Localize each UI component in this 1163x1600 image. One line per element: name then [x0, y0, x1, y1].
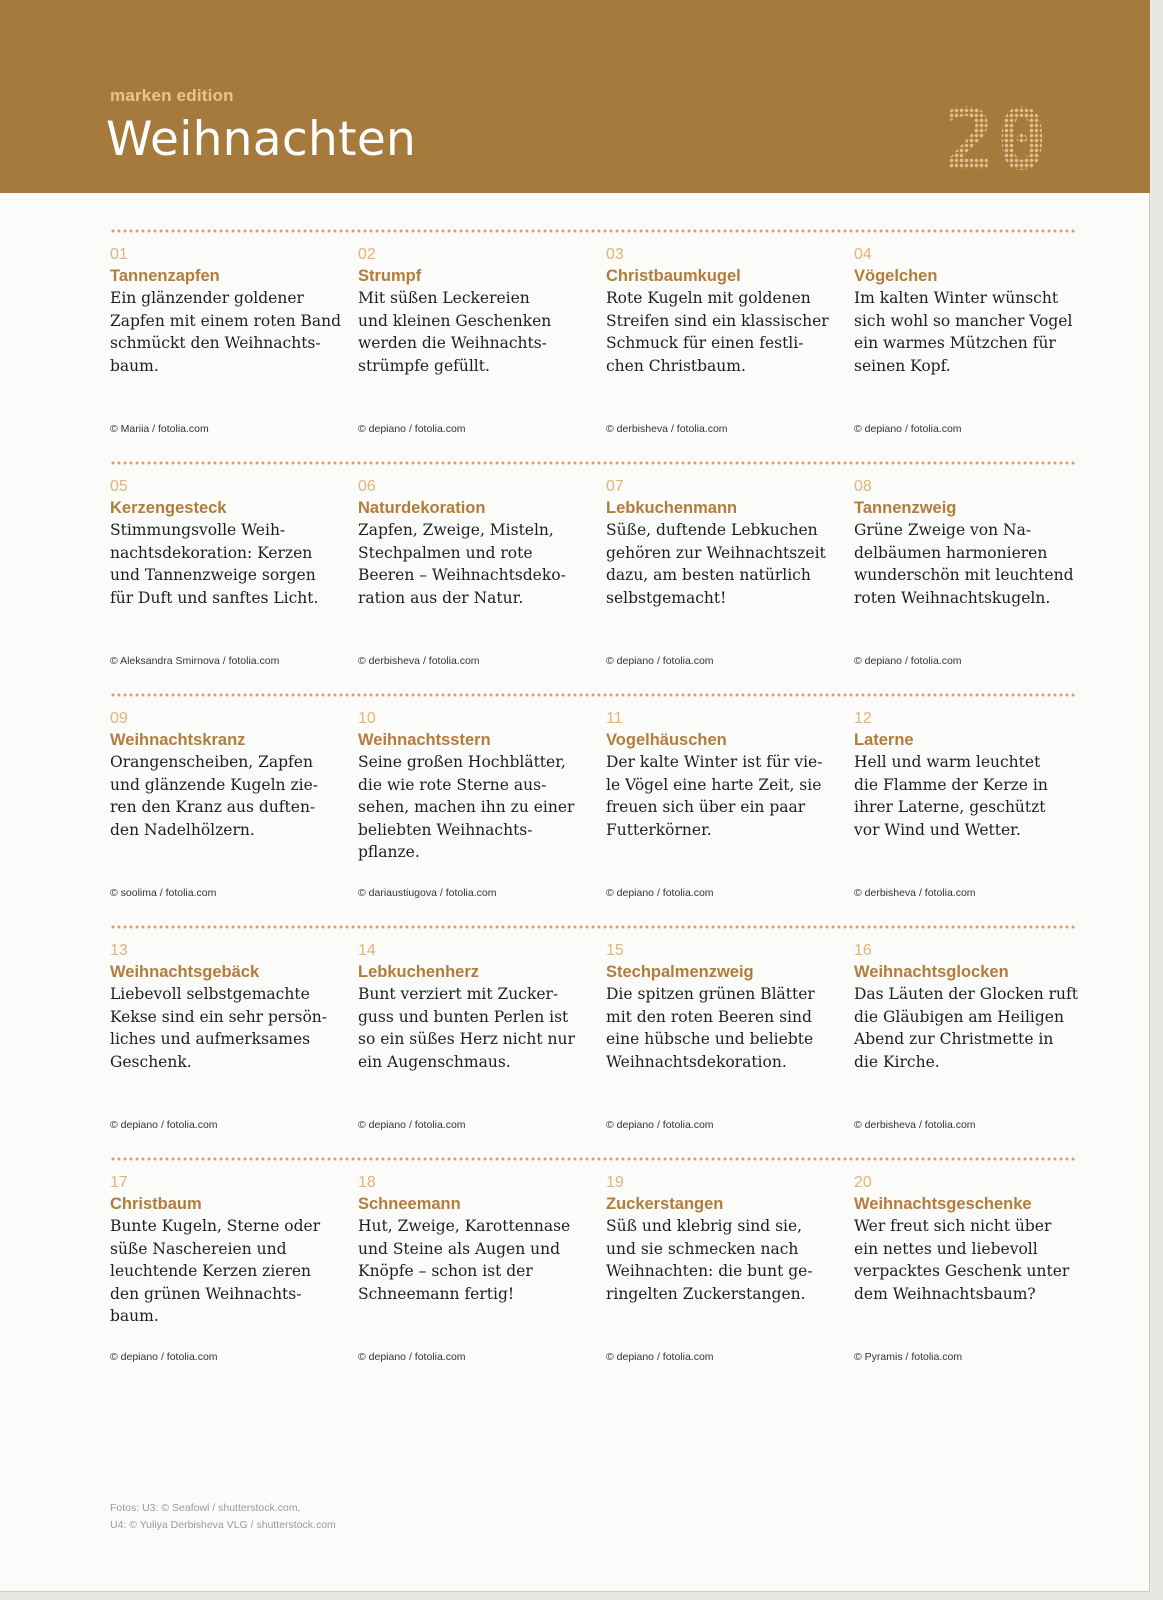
stamp-description-line: Seine großen Hochblätter, [358, 753, 566, 771]
stamp-name: Weihnachtsstern [358, 731, 491, 749]
photo-credit: © Mariia / fotolia.com [110, 423, 209, 435]
stamp-number: 07 [606, 478, 624, 495]
stamp-description-line: Geschenk. [110, 1052, 192, 1071]
stamp-description-line: und Steine als Augen und [358, 1239, 561, 1258]
photo-credit: © depiano / fotolia.com [606, 887, 714, 899]
stamp-description-line: roten Weihnachtskugeln. [854, 588, 1051, 607]
stamp-description-line: Grüne Zweige von Na- [854, 521, 1032, 539]
stamp-name: Weihnachtskranz [110, 731, 246, 749]
photo-credit: © depiano / fotolia.com [358, 423, 466, 435]
stamp-row [110, 461, 1075, 693]
stamp-name: Weihnachtsglocken [854, 963, 1009, 981]
stamp-name: Lebkuchenmann [606, 499, 738, 517]
stamp-description-line: Rote Kugeln mit goldenen [606, 289, 811, 307]
stamp-name: Strumpf [358, 267, 422, 285]
stamp-description-line: vor Wind und Wetter. [854, 820, 1021, 839]
stamp-description-line: Süß und klebrig sind sie, [606, 1217, 803, 1235]
stamp-description-line: ration aus der Natur. [358, 588, 524, 607]
stamp-description-line: ren den Kranz aus duften- [110, 798, 316, 816]
stamp-entry [606, 245, 841, 455]
stamp-description-line: Liebevoll selbstgemachte [110, 985, 310, 1003]
stamp-description-line: Die spitzen grünen Blätter [606, 985, 815, 1003]
photo-credit: © soolima / fotolia.com [110, 887, 217, 899]
stamp-description-line: ein nettes und liebevoll [854, 1239, 1038, 1258]
stamp-description-line: den Nadelhölzern. [110, 820, 255, 839]
stamp-entry [358, 941, 593, 1151]
stamp-description-line: le Vögel eine harte Zeit, sie [606, 775, 822, 794]
stamp-description-line: ein warmes Mützchen für [854, 334, 1056, 352]
stamp-entry [854, 709, 1089, 919]
stamp-number: 15 [606, 942, 624, 959]
stamp-description-line: so ein süßes Herz nicht nur [358, 1030, 575, 1048]
stamp-description-line: die Gläubigen am Heiligen [854, 1007, 1064, 1026]
stamp-name: Laterne [854, 731, 914, 749]
stamp-number: 04 [854, 246, 872, 263]
footer-credit-line: Fotos: U3: © Seafowl / shutterstock.com, [110, 1502, 301, 1514]
stamp-description-line: Stechpalmen und rote [358, 543, 533, 562]
stamp-entry [606, 709, 841, 919]
stamp-name: Stechpalmenzweig [606, 963, 754, 981]
photo-credit: © depiano / fotolia.com [606, 1351, 714, 1363]
stamp-description-line: liches und aufmerksames [110, 1030, 311, 1048]
stamp-description-line: sehen, machen ihn zu einer [358, 798, 575, 816]
stamp-description-line: Im kalten Winter wünscht [854, 289, 1059, 307]
stamp-entry [606, 477, 841, 687]
stamp-description-line: die wie rote Sterne aus- [358, 775, 547, 794]
stamp-description-line: chen Christbaum. [606, 356, 746, 375]
stamp-description-line: Kekse sind ein sehr persön- [110, 1007, 328, 1026]
stamp-grid [110, 229, 1078, 1389]
stamp-number: 05 [110, 478, 128, 495]
stamp-description-line: Wer freut sich nicht über [854, 1217, 1052, 1235]
stamp-description-line: schmückt den Weihnachts- [110, 334, 321, 352]
stamp-description-line: ringelten Zuckerstangen. [606, 1284, 806, 1303]
stamp-description-line: ein Augenschmaus. [358, 1052, 511, 1071]
stamp-description-line: strümpfe gefüllt. [358, 356, 490, 375]
stamp-description-line: nachtsdekoration: Kerzen [110, 543, 313, 562]
stamp-entry [606, 1173, 841, 1383]
stamp-description-line: Hell und warm leuchtet [854, 753, 1041, 771]
stamp-description-line: dazu, am besten natürlich [606, 566, 811, 584]
stamp-description-line: werden die Weihnachts- [358, 334, 547, 352]
stamp-name: Kerzengesteck [110, 499, 227, 517]
stamp-description-line: freuen sich über ein paar [606, 798, 806, 816]
photo-credit: © derbisheva / fotolia.com [854, 1119, 976, 1131]
stamp-entry [854, 1173, 1089, 1383]
stamp-description-line: Zapfen, Zweige, Misteln, [358, 521, 554, 539]
stamp-number: 08 [854, 478, 872, 495]
stamp-number: 12 [854, 710, 872, 727]
stamp-description-line: und glänzende Kugeln zie- [110, 775, 318, 794]
stamp-description-line: die Flamme der Kerze in [854, 775, 1048, 794]
stamp-description-line: den grünen Weihnachts- [110, 1284, 302, 1303]
stamp-number: 19 [606, 1174, 624, 1191]
photo-credit: © depiano / fotolia.com [358, 1119, 466, 1131]
photo-credit: © depiano / fotolia.com [110, 1119, 218, 1131]
stamp-name: Tannenzapfen [110, 267, 220, 285]
photo-credit: © depiano / fotolia.com [358, 1351, 466, 1363]
photo-credit: © depiano / fotolia.com [110, 1351, 218, 1363]
stamp-name: Weihnachtsgeschenke [854, 1195, 1032, 1213]
stamp-entry [606, 941, 841, 1151]
stamp-name: Christbaumkugel [606, 267, 741, 285]
stamp-description-line: und kleinen Geschenken [358, 311, 552, 330]
stamp-entry [110, 941, 345, 1151]
stamp-description-line: Schneemann fertig! [358, 1284, 515, 1303]
issue-number: 20 [944, 91, 1050, 189]
stamp-description-line: verpacktes Geschenk unter [854, 1262, 1070, 1280]
stamp-name: Vögelchen [854, 267, 938, 285]
stamp-name: Christbaum [110, 1195, 202, 1213]
photo-credit: © derbisheva / fotolia.com [358, 655, 480, 667]
stamp-name: Zuckerstangen [606, 1195, 724, 1213]
photo-credits-footer [110, 1500, 336, 1534]
stamp-description-line: und sie schmecken nach [606, 1239, 799, 1258]
stamp-description-line: Bunte Kugeln, Sterne oder [110, 1217, 321, 1235]
header-band [0, 0, 1150, 193]
stamp-row [110, 925, 1078, 1157]
stamp-description-line: Knöpfe – schon ist der [358, 1262, 533, 1280]
stamp-row [110, 229, 1075, 461]
stamp-name: Schneemann [358, 1195, 461, 1213]
photo-credit: © depiano / fotolia.com [854, 655, 962, 667]
stamp-description-line: eine hübsche und beliebte [606, 1030, 814, 1048]
stamp-description-line: leuchtende Kerzen zieren [110, 1262, 312, 1280]
stamp-description-line: Der kalte Winter ist für vie- [606, 753, 823, 771]
stamp-row [110, 1157, 1075, 1389]
photo-credit: © depiano / fotolia.com [854, 423, 962, 435]
stamp-description-line: Futterkörner. [606, 820, 712, 839]
photo-credit: © depiano / fotolia.com [606, 655, 714, 667]
stamp-description-line: Mit süßen Leckereien [358, 289, 530, 307]
stamp-number: 16 [854, 942, 872, 959]
stamp-number: 13 [110, 942, 128, 959]
stamp-description-line: Orangenscheiben, Zapfen [110, 753, 313, 771]
stamp-name: Vogelhäuschen [606, 731, 727, 749]
stamp-description-line: Süße, duftende Lebkuchen [606, 521, 818, 539]
stamp-name: Tannenzweig [854, 499, 957, 517]
footer-credit-line: U4: © Yuliya Derbisheva VLG / shutterstock.com [110, 1519, 336, 1531]
stamp-number: 17 [110, 1174, 128, 1191]
stamp-row [110, 693, 1075, 925]
photo-credit: © Pyramis / fotolia.com [854, 1351, 963, 1363]
photo-credit: © derbisheva / fotolia.com [854, 887, 976, 899]
stamp-number: 09 [110, 710, 128, 727]
stamp-entry [358, 477, 593, 687]
stamp-description-line: Weihnachten: die bunt ge- [606, 1262, 813, 1280]
stamp-description-line: dem Weihnachtsbaum? [854, 1284, 1036, 1303]
stamp-description-line: baum. [110, 1307, 159, 1325]
stamp-entry [110, 1173, 345, 1383]
stamp-description-line: mit den roten Beeren sind [606, 1007, 812, 1026]
stamp-number: 06 [358, 478, 376, 495]
stamp-number: 11 [606, 710, 623, 727]
stamp-description-line: die Kirche. [854, 1052, 940, 1071]
stamp-description-line: guss und bunten Perlen ist [358, 1007, 569, 1026]
stamp-description-line: gehören zur Weihnachtszeit [606, 543, 826, 562]
stamp-description-line: für Duft und sanftes Licht. [110, 588, 319, 607]
stamp-description-line: Ein glänzender goldener [110, 289, 304, 307]
photo-credit: © Aleksandra Smirnova / fotolia.com [110, 655, 280, 667]
stamp-number: 01 [110, 246, 128, 263]
stamp-description-line: Zapfen mit einem roten Band [110, 311, 342, 330]
stamp-entry [358, 1173, 593, 1383]
stamp-number: 02 [358, 246, 376, 263]
page-title: Weihnachten [106, 112, 417, 167]
stamp-description-line: sich wohl so mancher Vogel [854, 311, 1073, 330]
stamp-number: 10 [358, 710, 376, 727]
photo-credit: © dariaustiugova / fotolia.com [358, 887, 497, 899]
stamp-name: Lebkuchenherz [358, 963, 480, 981]
stamp-description-line: Hut, Zweige, Karottennase [358, 1217, 571, 1235]
stamp-entry [110, 709, 345, 919]
stamp-description-line: süße Naschereien und [110, 1239, 287, 1258]
stamp-description-line: Stimmungsvolle Weih- [110, 521, 286, 539]
stamp-description-line: baum. [110, 356, 159, 375]
stamp-number: 14 [358, 942, 376, 959]
stamp-entry [854, 941, 1089, 1151]
stamp-entry [358, 709, 593, 919]
stamp-number: 18 [358, 1174, 376, 1191]
stamp-description-line: seinen Kopf. [854, 356, 951, 375]
stamp-description-line: ihrer Laterne, geschützt [854, 798, 1046, 816]
stamp-name: Naturdekoration [358, 499, 486, 517]
stamp-description-line: Abend zur Christmette in [854, 1030, 1054, 1048]
edition-label: marken edition [110, 86, 234, 105]
stamp-entry [854, 477, 1089, 687]
stamp-description-line: Das Läuten der Glocken ruft [854, 985, 1078, 1003]
stamp-entry [110, 477, 345, 687]
stamp-number: 20 [854, 1174, 872, 1191]
photo-credit: © derbisheva / fotolia.com [606, 423, 728, 435]
stamp-entry [358, 245, 593, 455]
stamp-description-line: Weihnachtsdekoration. [606, 1052, 787, 1071]
stamp-description-line: Bunt verziert mit Zucker- [358, 985, 559, 1003]
stamp-entry [854, 245, 1089, 455]
stamp-number: 03 [606, 246, 624, 263]
stamp-description-line: delbäumen harmonieren [854, 543, 1048, 562]
stamp-description-line: selbstgemacht! [606, 588, 727, 607]
stamp-name: Weihnachtsgebäck [110, 963, 260, 981]
stamp-description-line: pflanze. [358, 843, 420, 861]
stamp-description-line: und Tannenzweige sorgen [110, 566, 316, 584]
photo-credit: © depiano / fotolia.com [606, 1119, 714, 1131]
stamp-description-line: Streifen sind ein klassischer [606, 311, 829, 330]
stamp-description-line: wunderschön mit leuchtend [854, 566, 1074, 584]
stamp-entry [110, 245, 345, 455]
stamp-description-line: beliebten Weihnachts- [358, 820, 533, 839]
stamp-description-line: Beeren – Weihnachtsdeko- [358, 566, 566, 584]
stamp-description-line: Schmuck für einen festli- [606, 334, 804, 352]
